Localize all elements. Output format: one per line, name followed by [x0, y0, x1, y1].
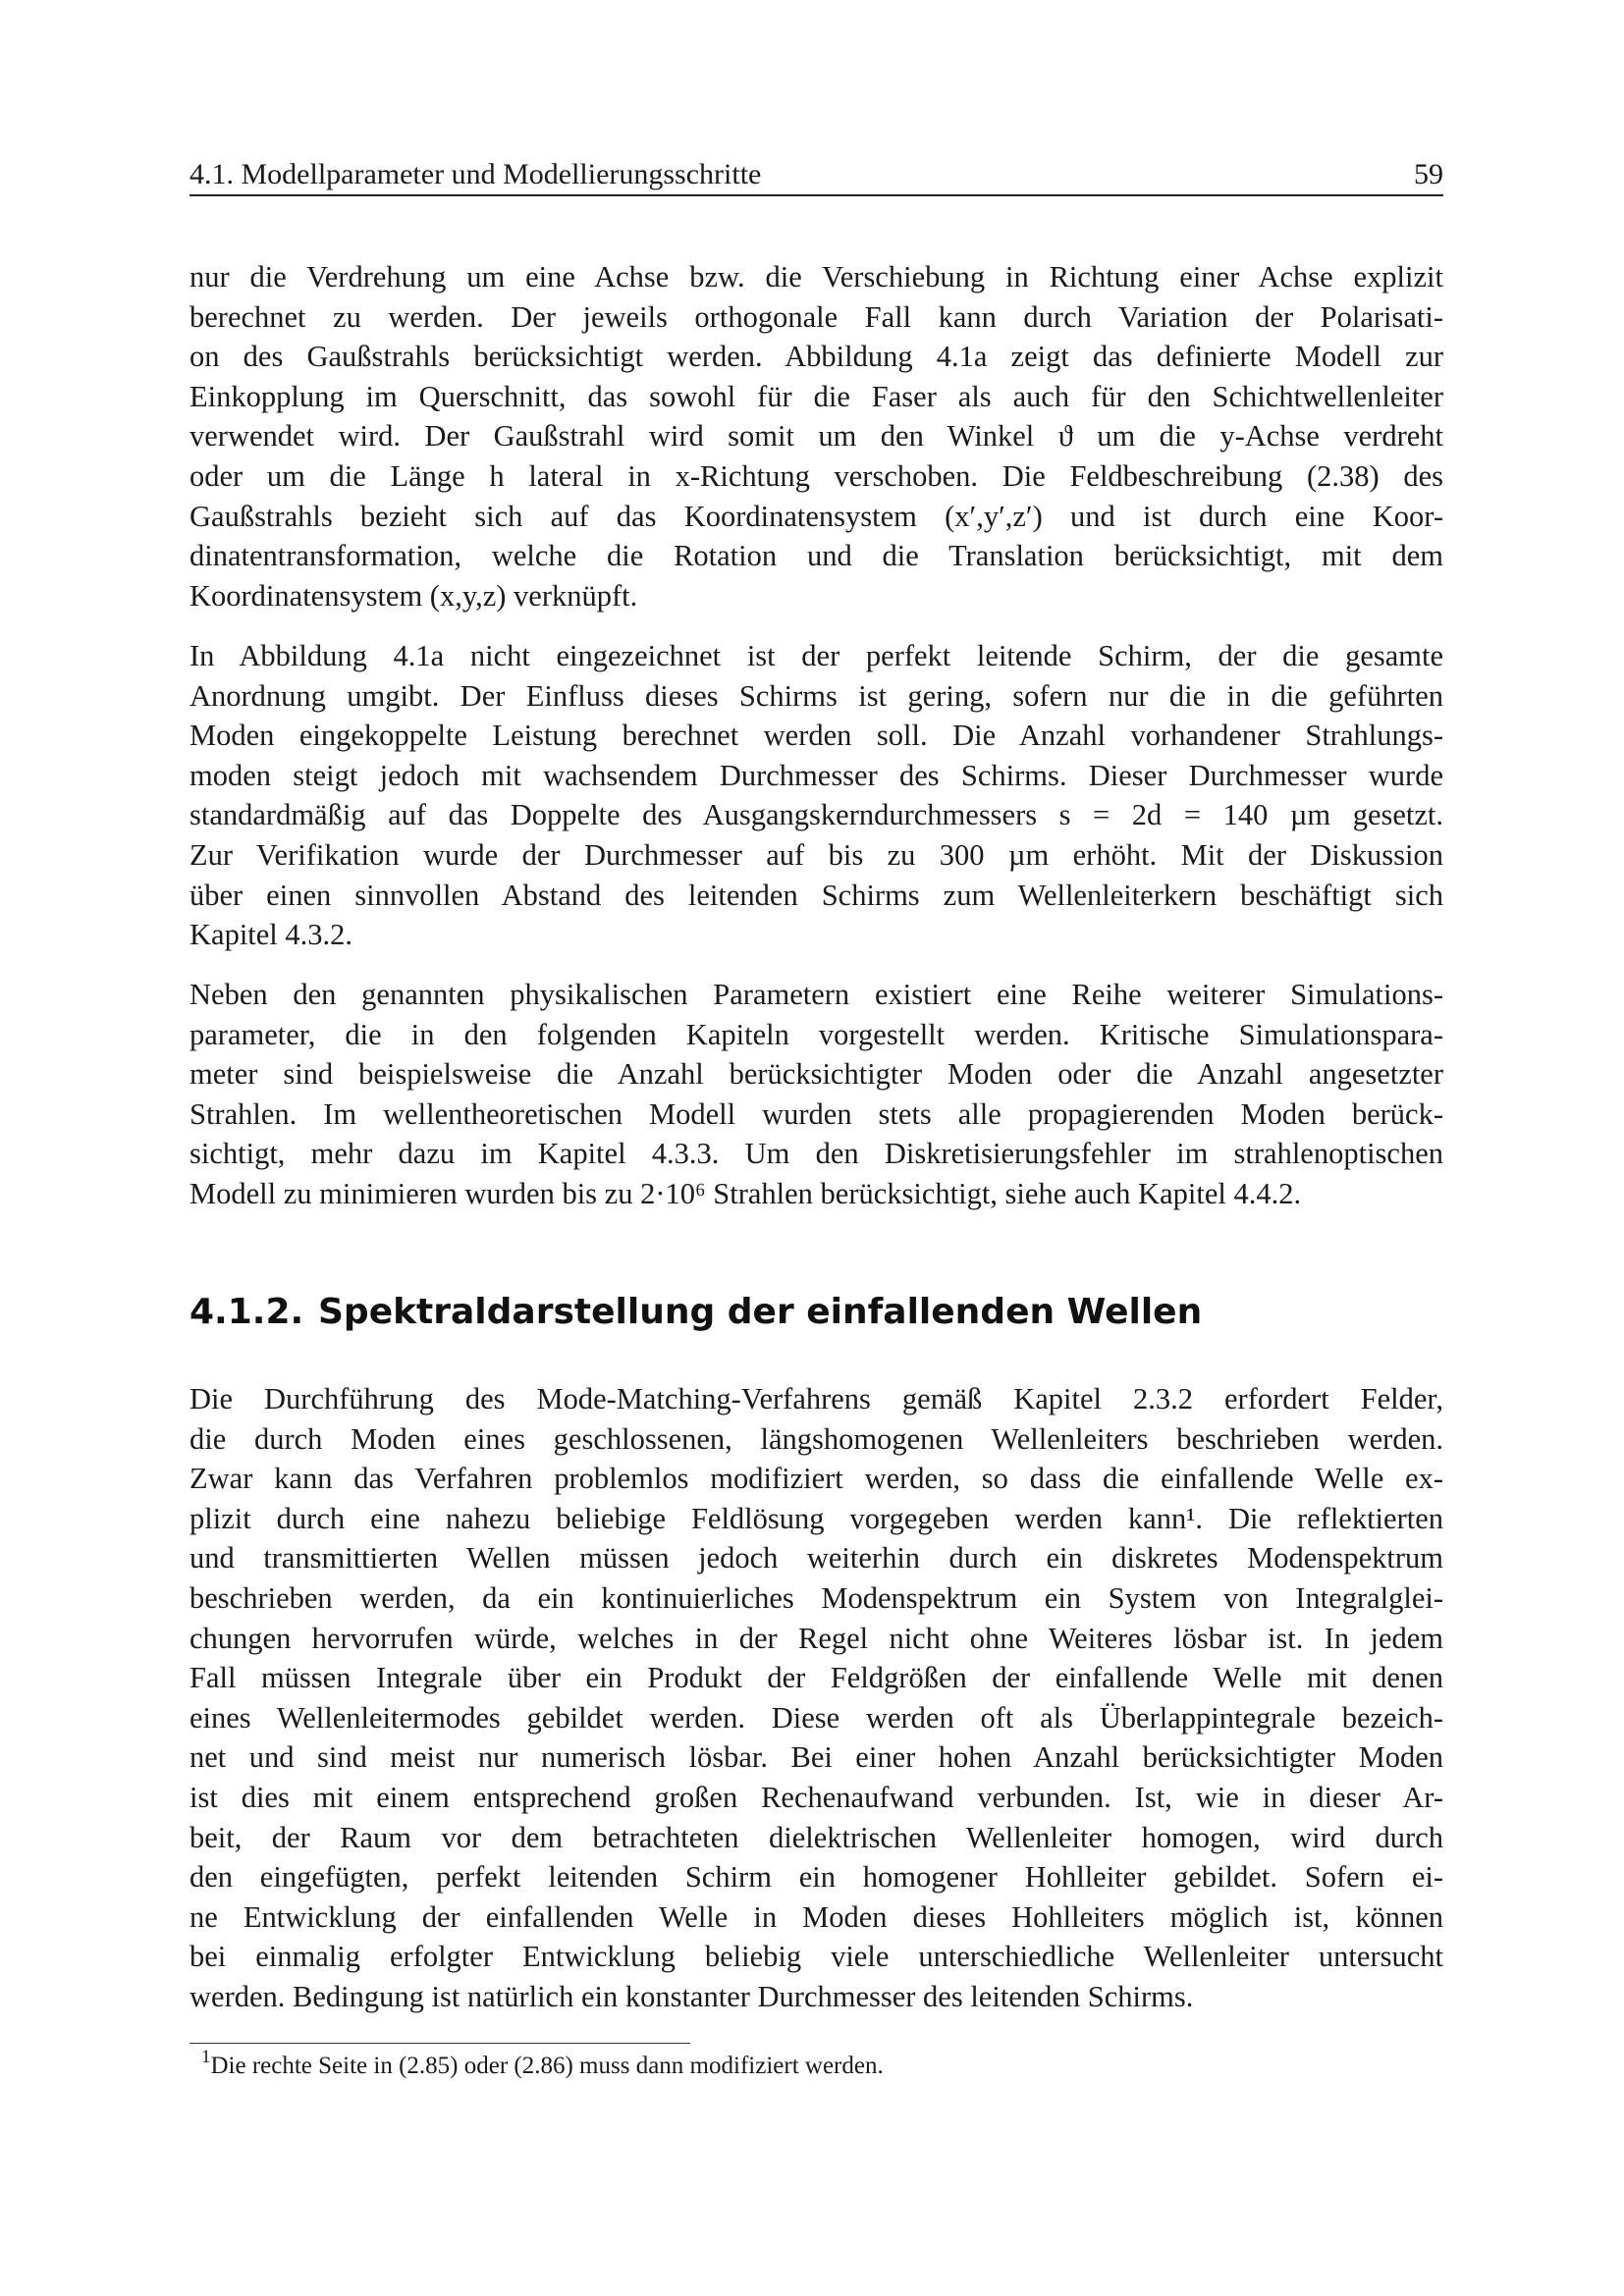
text-line: Zur Verifikation wurde der Durchmesser auf bis zu 300 µm erhöht. Mit der Diskussion: [189, 837, 1443, 872]
text-line: Gaußstrahls bezieht sich auf das Koordinatensystem (x′,y′,z′) und ist durch eine Koor-: [189, 499, 1443, 533]
section-number: 4.1.2.: [189, 1292, 304, 1332]
text-line: Modell zu minimieren wurden bis zu 2·10⁶ Strahlen berücksichtigt, siehe auch Kapitel 4.4.2.: [189, 1176, 1302, 1210]
text-line: und transmittierten Wellen müssen jedoch weiterhin durch ein diskretes Modenspektrum: [189, 1541, 1443, 1575]
section-title: Spektraldarstellung der einfallenden Wellen: [318, 1292, 1203, 1332]
text-line: die durch Moden eines geschlossenen, längshomogenen Wellenleiters beschrieben werden.: [189, 1421, 1443, 1456]
text-line: plizit durch eine nahezu beliebige Feldlösung vorgegeben werden kann¹. Die reflektierten: [189, 1501, 1443, 1535]
text-line: standardmäßig auf das Doppelte des Ausgangskerndurchmessers s = 2d = 140 µm gesetzt.: [189, 798, 1443, 832]
text-line: In Abbildung 4.1a nicht eingezeichnet ist der perfekt leitende Schirm, der die gesamte: [189, 639, 1443, 672]
text-line: Koordinatensystem (x,y,z) verknüpft.: [189, 578, 638, 613]
footnote-text: Die rechte Seite in (2.85) oder (2.86) muss dann modifiziert werden.: [210, 2053, 884, 2079]
paragraph-2: [189, 636, 1443, 955]
section-heading: [189, 1288, 1202, 1337]
footnote: [201, 2046, 884, 2083]
text-line: Die Durchführung des Mode-Matching-Verfahrens gemäß Kapitel 2.3.2 erfordert Felder,: [189, 1382, 1443, 1415]
text-line: Moden eingekoppelte Leistung berechnet werden soll. Die Anzahl vorhandener Strahlungs-: [189, 719, 1443, 753]
text-line: parameter, die in den folgenden Kapiteln vorgestellt werden. Kritische Simulationspara-: [189, 1017, 1443, 1051]
text-line: on des Gaußstrahls berücksichtigt werden. Abbildung 4.1a zeigt das definierte Modell zur: [189, 340, 1443, 374]
paragraph-1: [189, 257, 1443, 615]
text-line: oder um die Länge h lateral in x-Richtung verschoben. Die Feldbeschreibung (2.38) des: [189, 458, 1443, 493]
text-line: Strahlen. Im wellentheoretischen Modell wurden stets alle propagierenden Moden berück-: [189, 1096, 1443, 1131]
text-line: net und sind meist nur numerisch lösbar. Bei einer hohen Anzahl berücksichtigter Moden: [189, 1740, 1443, 1775]
text-line: Neben den genannten physikalischen Parametern existiert eine Reihe weiterer Simulations-: [189, 978, 1443, 1011]
text-line: werden. Bedingung ist natürlich ein konstanter Durchmesser des leitenden Schirms.: [189, 1979, 1194, 2013]
text-line: beit, der Raum vor dem betrachteten dielektrischen Wellenleiter homogen, wird durch: [189, 1820, 1443, 1854]
text-line: ist dies mit einem entsprechend großen Rechenaufwand verbunden. Ist, wie in dieser Ar-: [189, 1780, 1443, 1814]
text-line: bei einmalig erfolgter Entwicklung beliebig viele unterschiedliche Wellenleiter untersucht: [189, 1940, 1443, 1974]
text-line: den eingefügten, perfekt leitenden Schirm ein homogener Hohlleiter gebildet. Sofern ei-: [189, 1860, 1443, 1895]
text-line: moden steigt jedoch mit wachsendem Durchmesser des Schirms. Dieser Durchmesser wurde: [189, 758, 1443, 792]
text-line: chungen hervorrufen würde, welches in der Regel nicht ohne Weiteres lösbar ist. In jedem: [189, 1621, 1443, 1655]
text-line: meter sind beispielsweise die Anzahl berücksichtigter Moden oder die Anzahl angesetzter: [189, 1057, 1443, 1092]
text-line: Anordnung umgibt. Der Einfluss dieses Schirms ist gering, sofern nur die in die geführten: [189, 678, 1443, 713]
text-line: Kapitel 4.3.2.: [189, 918, 353, 952]
text-line: dinatentransformation, welche die Rotation und die Translation berücksichtigt, mit dem: [189, 539, 1443, 573]
text-line: ne Entwicklung der einfallenden Welle in Moden dieses Hohlleiters möglich ist, können: [189, 1899, 1443, 1934]
footnote-marker: 1: [201, 2046, 211, 2067]
running-header: [189, 155, 1443, 196]
page-number: 59: [1414, 158, 1443, 190]
text-line: Fall müssen Integrale über ein Produkt der Feldgrößen der einfallende Welle mit denen: [189, 1661, 1443, 1695]
text-line: eines Wellenleitermodes gebildet werden. Diese werden oft als Überlappintegrale bezeich-: [189, 1700, 1443, 1735]
paragraph-3: [189, 975, 1443, 1214]
text-line: nur die Verdrehung um eine Achse bzw. die Verschiebung in Richtung einer Achse explizit: [189, 260, 1443, 294]
text-line: über einen sinnvollen Abstand des leitenden Schirms zum Wellenleiterkern beschäftigt sich: [189, 878, 1443, 912]
text-line: sichtigt, mehr dazu im Kapitel 4.3.3. Um den Diskretisierungsfehler im strahlenoptischen: [189, 1137, 1443, 1171]
text-line: Einkopplung im Querschnitt, das sowohl für die Faser als auch für den Schichtwellenleiter: [189, 379, 1443, 413]
text-line: berechnet zu werden. Der jeweils orthogonale Fall kann durch Variation der Polarisati-: [189, 299, 1443, 334]
text-line: verwendet wird. Der Gaußstrahl wird somit um den Winkel ϑ um die y-Achse verdreht: [189, 419, 1443, 454]
paragraph-4: [189, 1379, 1443, 2017]
text-line: beschrieben werden, da ein kontinuierliches Modenspektrum ein System von Integralglei-: [189, 1580, 1443, 1615]
running-title: 4.1. Modellparameter und Modellierungsschritte: [189, 158, 762, 190]
text-line: Zwar kann das Verfahren problemlos modifiziert werden, so dass die einfallende Welle ex-: [189, 1462, 1443, 1496]
footnote-divider: [189, 2043, 690, 2044]
